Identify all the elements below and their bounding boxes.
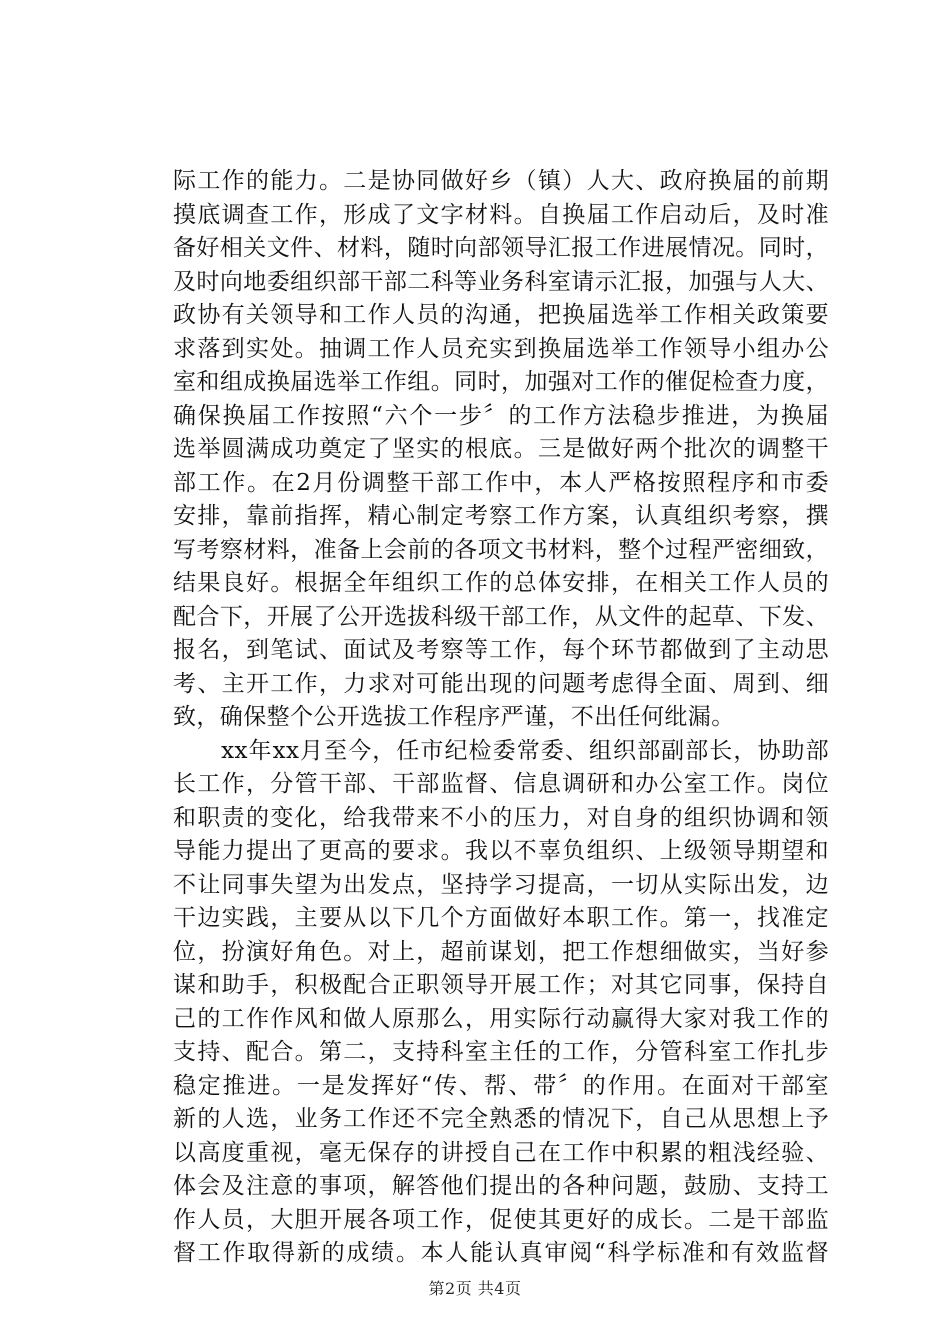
- text-line: 位，扮演好角色。对上，超前谋划，把工作想细做实，当好参: [173, 938, 829, 965]
- text-line: 不让同事失望为出发点，坚持学习提高，一切从实际出发，边: [173, 871, 829, 898]
- text-line: 配合下，开展了公开选拔科级干部工作，从文件的起草、下发、: [173, 603, 829, 630]
- text-line: 结果良好。根据全年组织工作的总体安排，在相关工作人员的: [173, 570, 829, 596]
- page-number-footer: 第2页 共4页: [428, 1279, 522, 1298]
- text-line: 导能力提出了更高的要求。我以不辜负组织、上级领导期望和: [173, 838, 829, 864]
- text-line: 考、主开工作，力求对可能出现的问题考虑得全面、周到、细: [173, 670, 829, 697]
- text-line: 稳定推进。一是发挥好“传、帮、带〞的作用。在面对干部室: [173, 1072, 829, 1099]
- text-line: 确保换届工作按照“六个一步〞的工作方法稳步推进，为换届: [173, 402, 829, 429]
- text-line: 作人员，大胆开展各项工作，促使其更好的成长。二是干部监: [173, 1206, 829, 1233]
- text-line: 选举圆满成功奠定了坚实的根底。三是做好两个批次的调整干: [173, 436, 829, 462]
- text-line: 干边实践，主要从以下几个方面做好本职工作。第一，找准定: [173, 905, 829, 931]
- text-line: 己的工作作风和做人原那么，用实际行动赢得大家对我工作的: [173, 1005, 829, 1032]
- text-line: 督工作取得新的成绩。本人能认真审阅“科学标准和有效监督: [173, 1240, 829, 1266]
- text-line: 及时向地委组织部干部二科等业务科室请示汇报，加强与人大、: [173, 268, 829, 295]
- text-line: 谋和助手，积极配合正职领导开展工作；对其它同事，保持自: [173, 972, 829, 998]
- text-line-paragraph-end: 致，确保整个公开选拔工作程序严谨，不出任何纰漏。: [173, 704, 735, 730]
- document-body: [173, 165, 829, 1271]
- text-line: 求落到实处。抽调工作人员充实到换届选举工作领导小组办公: [173, 335, 829, 362]
- text-line: 和职责的变化，给我带来不小的压力，对自身的组织协调和领: [173, 804, 829, 831]
- text-line: 备好相关文件、材料，随时向部领导汇报工作进展情况。同时，: [173, 235, 829, 261]
- text-line: 室和组成换届选举工作组。同时，加强对工作的催促检查力度，: [173, 369, 829, 395]
- text-line-paragraph-start: xx年xx月至今，任市纪检委常委、组织部副部长，协助部: [173, 737, 829, 764]
- text-line: 报名，到笔试、面试及考察等工作，每个环节都做到了主动思: [173, 637, 829, 663]
- text-line: 支持、配合。第二，支持科室主任的工作，分管科室工作扎步: [173, 1039, 829, 1065]
- text-line: 新的人选，业务工作还不完全熟悉的情况下，自己从思想上予: [173, 1106, 829, 1132]
- text-line: 体会及注意的事项，解答他们提出的各种问题，鼓励、支持工: [173, 1173, 829, 1199]
- text-line: 政协有关领导和工作人员的沟通，把换届选举工作相关政策要: [173, 302, 829, 328]
- text-line: 际工作的能力。二是协同做好乡（镇）人大、政府换届的前期: [173, 168, 829, 194]
- text-line: 以高度重视，毫无保存的讲授自己在工作中积累的粗浅经验、: [173, 1139, 829, 1166]
- text-line: 安排，靠前指挥，精心制定考察工作方案，认真组织考察，撰: [173, 503, 829, 529]
- text-line: 长工作，分管干部、干部监督、信息调研和办公室工作。岗位: [173, 771, 829, 797]
- text-line: 部工作。在2月份调整干部工作中，本人严格按照程序和市委: [173, 469, 829, 496]
- text-line: 写考察材料，准备上会前的各项文书材料，整个过程严密细致，: [173, 536, 829, 563]
- text-line: 摸底调查工作，形成了文字材料。自换届工作启动后，及时准: [173, 201, 829, 228]
